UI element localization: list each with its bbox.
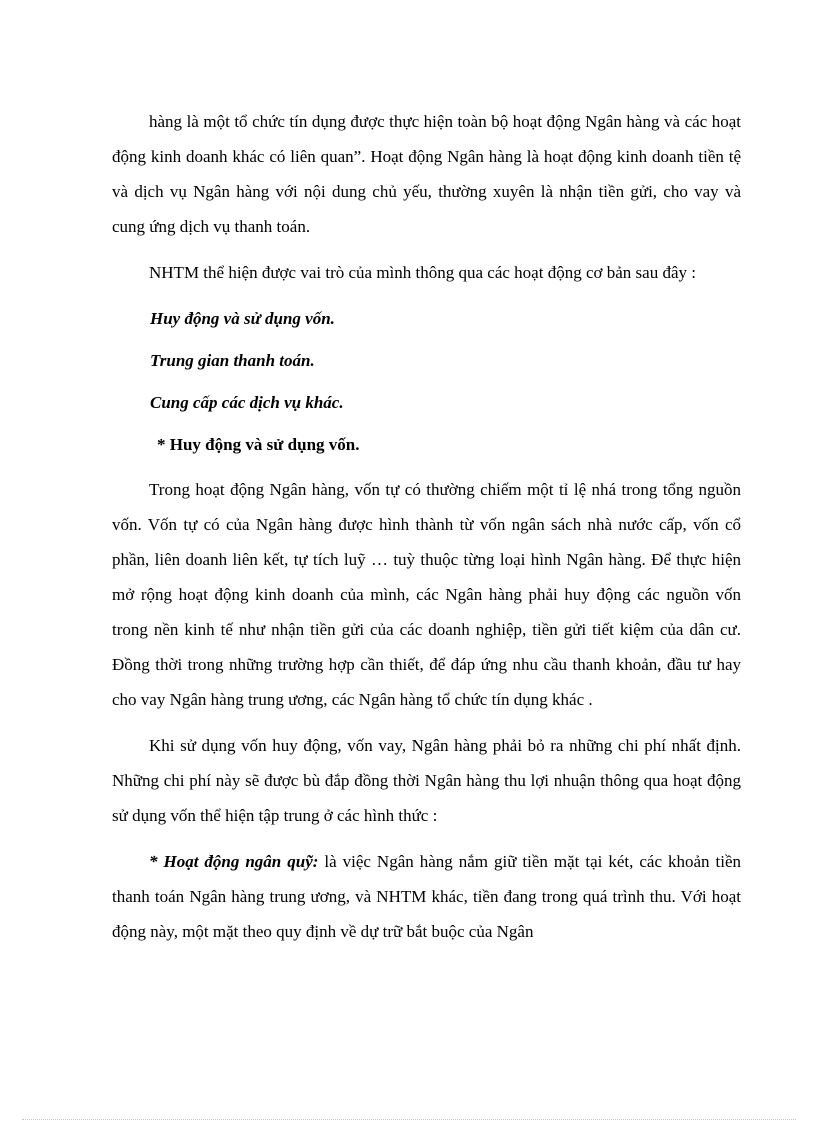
activity-item-services: Cung cấp các dịch vụ khác.: [150, 393, 344, 412]
document-body: [112, 104, 741, 960]
paragraph-basic-activities-intro: NHTM thể hiện được vai trò của mình thông qua các hoạt động cơ bản sau đây :: [149, 263, 696, 282]
treasury-activity-text: là việc Ngân hàng nắm giữ tiền mặt tại két, các khoản tiền thanh toán Ngân hàng trung ương, và NHTM khác, tiền đang trong quá trình thu. Với hoạt động này, một mặt theo quy định về dự trữ bắt buộc của Ngân: [112, 852, 741, 941]
paragraph-capital-usage: Khi sử dụng vốn huy động, vốn vay, Ngân hàng phải bỏ ra những chi phí nhất định. Những chi phí này sẽ được bù đắp đồng thời Ngân hàng thu lợi nhuận thông qua hoạt động sử dụng vốn thể hiện tập trung ở các hình thức :: [112, 736, 741, 825]
activity-item-capital: Huy động và sử dụng vốn.: [150, 309, 335, 328]
treasury-activity-label: * Hoạt động ngân quỹ:: [149, 852, 319, 871]
paragraph-capital-sources: Trong hoạt động Ngân hàng, vốn tự có thường chiếm một tỉ lệ nhá trong tổng nguồn vốn. Vốn tự có của Ngân hàng được hình thành từ vốn ngân sách nhà nước cấp, vốn cổ phần, liên doanh liên kết, tự tích luỹ … tuỳ thuộc từng loại hình Ngân hàng. Để thực hiện mở rộng hoạt động kinh doanh của mình, các Ngân hàng phải huy động các nguồn vốn trong nền kinh tế như nhận tiền gửi của các doanh nghiệp, tiền gửi tiết kiệm của dân cư. Đồng thời trong những trường hợp cần thiết, để đáp ứng nhu cầu thanh khoản, đầu tư hay cho vay Ngân hàng trung ương, các Ngân hàng tổ chức tín dụng khác .: [112, 480, 741, 709]
activity-item-payment: Trung gian thanh toán.: [150, 351, 315, 370]
section-heading-capital: * Huy động và sử dụng vốn.: [157, 435, 360, 454]
page-bottom-divider: [22, 1119, 796, 1120]
paragraph-treasury-activity: [112, 844, 741, 949]
paragraph-banking-definition: hàng là một tổ chức tín dụng được thực hiện toàn bộ hoạt động Ngân hàng và các hoạt động kinh doanh khác có liên quan”. Hoạt động Ngân hàng là hoạt động kinh doanh tiền tệ và dịch vụ Ngân hàng với nội dung chủ yếu, thường xuyên là nhận tiền gửi, cho vay và cung ứng dịch vụ thanh toán.: [112, 112, 741, 236]
